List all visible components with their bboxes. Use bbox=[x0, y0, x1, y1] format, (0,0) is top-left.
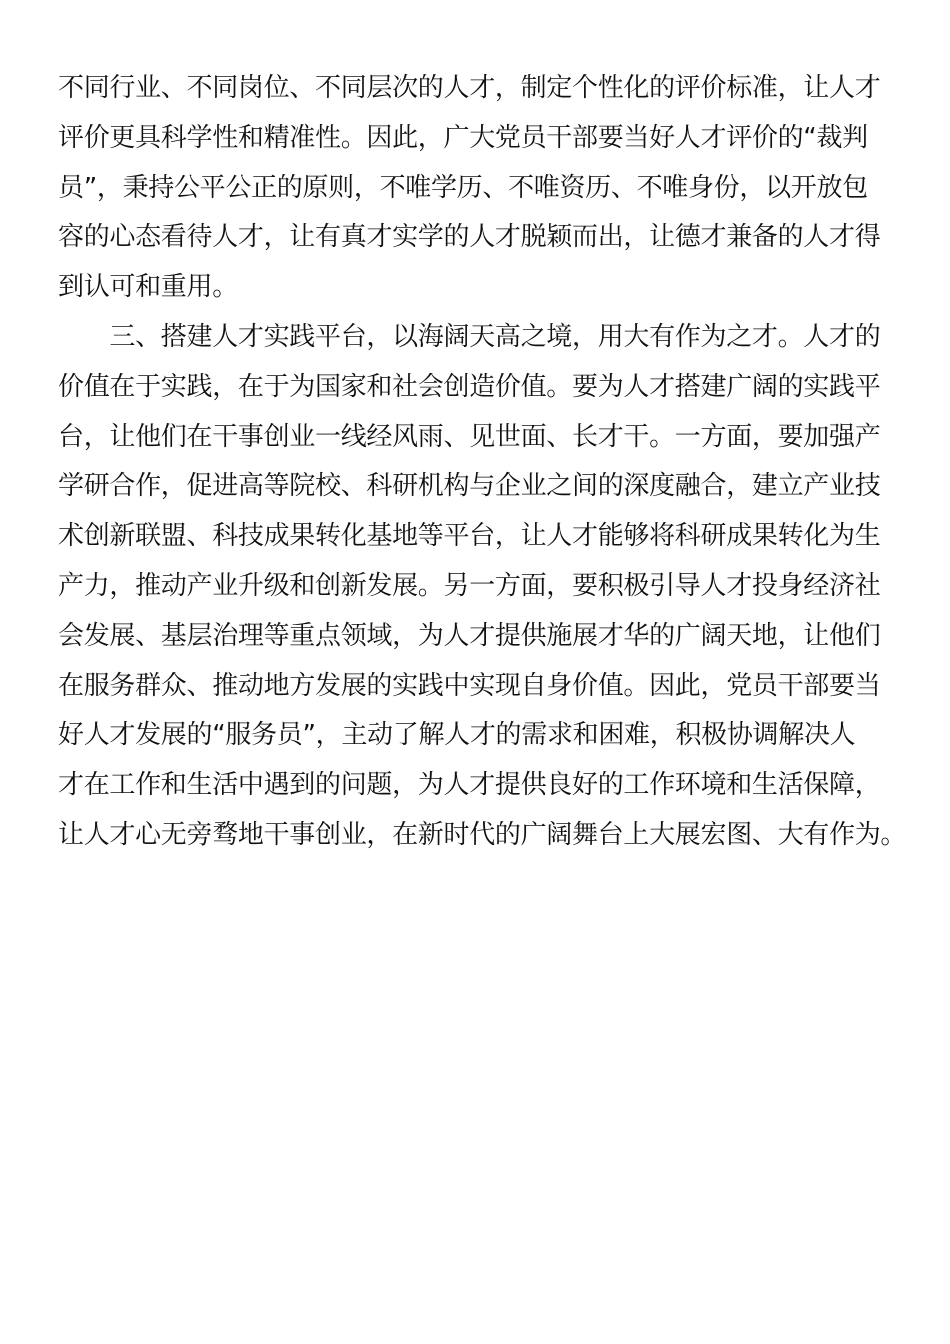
text-line: 学研合作，促进高等院校、科研机构与企业之间的深度融合，建立产业技 bbox=[58, 471, 881, 502]
text-line: 在服务群众、推动地方发展的实践中实现自身价值。因此，党员干部要当 bbox=[58, 670, 881, 701]
text-line: 好人才发展的“服务员”，主动了解人才的需求和困难，积极协调解决人 bbox=[58, 720, 856, 751]
text-line: 容的心态看待人才，让有真才实学的人才脱颖而出，让德才兼备的人才得 bbox=[58, 222, 881, 253]
text-line: 术创新联盟、科技成果转化基地等平台，让人才能够将科研成果转化为生 bbox=[58, 521, 881, 552]
text-line: 评价更具科学性和精准性。因此，广大党员干部要当好人才评价的“裁判 bbox=[58, 122, 868, 153]
text-line: 不同行业、不同岗位、不同层次的人才，制定个性化的评价标准，让人才 bbox=[58, 73, 881, 103]
text-line: 价值在于实践，在于为国家和社会创造价值。要为人才搭建广阔的实践平 bbox=[58, 371, 881, 402]
text-line: 台，让他们在干事创业一线经风雨、见世面、长才干。一方面，要加强产 bbox=[58, 421, 881, 452]
text-line: 才在工作和生活中遇到的问题，为人才提供良好的工作环境和生活保障， bbox=[58, 770, 881, 801]
text-line: 让人才心无旁骛地干事创业，在新时代的广阔舞台上大展宏图、大有作为。 bbox=[58, 819, 907, 850]
text-line: 会发展、基层治理等重点领域，为人才提供施展才华的广阔天地，让他们 bbox=[58, 620, 881, 651]
text-line: 产力，推动产业升级和创新发展。另一方面，要积极引导人才投身经济社 bbox=[58, 570, 881, 601]
text-line: 到认可和重用。 bbox=[58, 272, 238, 303]
text-line: 三、搭建人才实践平台，以海阔天高之境，用大有作为之才。人才的 bbox=[58, 321, 881, 352]
body-text bbox=[58, 64, 907, 861]
text-line: 员”，秉持公平公正的原则，不唯学历、不唯资历、不唯身份，以开放包 bbox=[58, 172, 868, 203]
